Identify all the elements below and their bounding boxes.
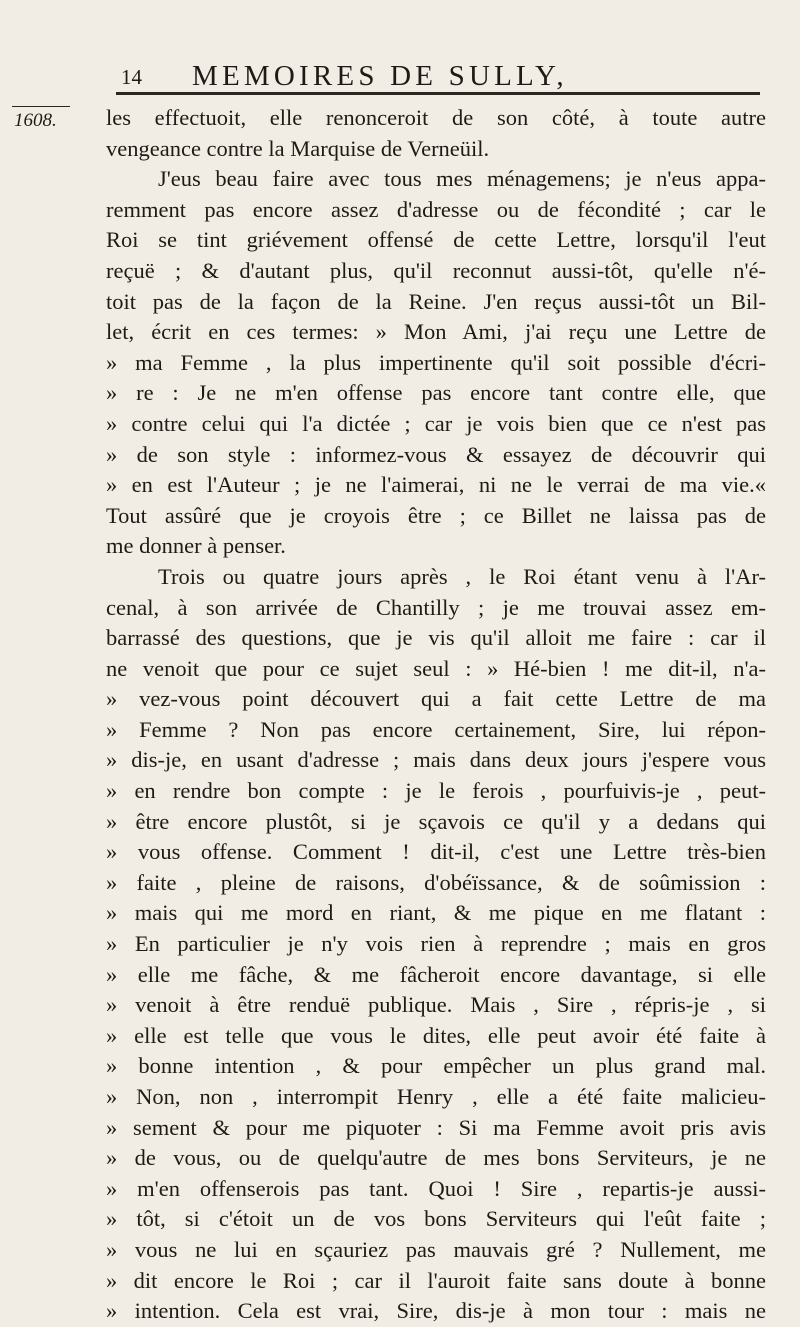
body-text xyxy=(106,103,766,1327)
quote-line: » mais qui me mord en riant, & me pique en me flatant : xyxy=(106,900,766,926)
quote-line: » être encore plustôt, si je sçavois ce qu'il y a dedans qui xyxy=(106,808,766,834)
quote-line: » elle est telle que vous le dites, elle peut avoir été faite à xyxy=(106,1022,766,1048)
text-line: reçuë ; & d'autant plus, qu'il reconnut aussi-tôt, qu'elle n'é- xyxy=(106,257,766,283)
quote-line: » vous offense. Comment ! dit-il, c'est une Lettre très-bien xyxy=(106,839,766,865)
text-line: toit pas de la façon de la Reine. J'en reçus aussi-tôt un Bil- xyxy=(106,288,766,314)
quote-line: » venoit à être renduë publique. Mais , Sire , répris-je , si xyxy=(106,992,766,1018)
paragraph-start: Trois ou quatre jours après , le Roi étant venu à l'Ar- xyxy=(158,563,766,589)
quote-line: » Femme ? Non pas encore certainement, Sire, lui répon- xyxy=(106,716,766,742)
header-rule xyxy=(116,92,760,95)
quote-line: » intention. Cela est vrai, Sire, dis-je à mon tour : mais ne xyxy=(106,1298,766,1324)
text-line: les effectuoit, elle renonceroit de son côté, à toute autre xyxy=(106,105,766,130)
quote-line: » de son style : informez-vous & essayez de découvrir qui xyxy=(106,441,766,467)
quote-line: » tôt, si c'étoit un de vos bons Serviteurs qui l'eût faite ; xyxy=(106,1206,766,1232)
text-line: barrassé des questions, que je vis qu'il alloit me faire : car il xyxy=(106,625,766,651)
quote-line: » m'en offenserois pas tant. Quoi ! Sire , repartis-je aussi- xyxy=(106,1175,766,1201)
quote-line: » en est l'Auteur ; je ne l'aimerai, ni ne le verrai de ma vie.« xyxy=(106,472,766,498)
quote-line: » elle me fâche, & me fâcheroit encore davantage, si elle xyxy=(106,961,766,987)
text-line: let, écrit en ces termes: » Mon Ami, j'ai reçu une Lettre de xyxy=(106,319,766,345)
quote-line: » ma Femme , la plus impertinente qu'il soit possible d'écri- xyxy=(106,349,766,375)
quote-line: » vous ne lui en sçauriez pas mauvais gré ? Nullement, me xyxy=(106,1236,766,1262)
quote-line: » vez-vous point découvert qui a fait cette Lettre de ma xyxy=(106,686,766,712)
quote-line: » En particulier je n'y vois rien à reprendre ; mais en gros xyxy=(106,931,766,957)
text-line: vengeance contre la Marquise de Verneüil. xyxy=(106,135,490,161)
quote-line: » faite , pleine de raisons, d'obéïssance, & de soûmission : xyxy=(106,869,766,895)
quote-line: » dit encore le Roi ; car il l'auroit faite sans doute à bonne xyxy=(106,1267,766,1293)
quote-line: » Non, non , interrompit Henry , elle a été faite malicieu- xyxy=(106,1084,766,1109)
text-line: ne venoit que pour ce sujet seul : » Hé-bien ! me dit-il, n'a- xyxy=(106,655,766,681)
quote-line: » sement & pour me piquoter : Si ma Femme avoit pris avis xyxy=(106,1114,766,1140)
running-title: MEMOIRES DE SULLY, xyxy=(192,60,568,92)
quote-line: » contre celui qui l'a dictée ; car je vois bien que ce n'est pas xyxy=(106,410,766,436)
paragraph-start: J'eus beau faire avec tous mes ménagemens; je n'eus appa- xyxy=(158,166,766,192)
margin-year: 1608. xyxy=(14,110,57,131)
quote-line: » re : Je ne m'en offense pas encore tant contre elle, que xyxy=(106,380,766,406)
quote-line: » de vous, ou de quelqu'autre de mes bons Serviteurs, je ne xyxy=(106,1145,766,1171)
quote-line: » dis-je, en usant d'adresse ; mais dans deux jours j'espere vous xyxy=(106,747,766,773)
text-line: remment pas encore assez d'adresse ou de fécondité ; car le xyxy=(106,196,766,222)
text-line: cenal, à son arrivée de Chantilly ; je me trouvai assez em- xyxy=(106,594,766,620)
text-line: me donner à penser. xyxy=(106,533,286,559)
text-line: Tout assûré que je croyois être ; ce Billet ne laissa pas de xyxy=(106,502,766,528)
text-line: Roi se tint griévement offensé de cette Lettre, lorsqu'il l'eut xyxy=(106,227,766,253)
page-number: 14 xyxy=(121,65,142,89)
quote-line: » bonne intention , & pour empêcher un plus grand mal. xyxy=(106,1053,766,1079)
quote-line: » en rendre bon compte : je le ferois , pourfuivis-je , peut- xyxy=(106,778,766,804)
